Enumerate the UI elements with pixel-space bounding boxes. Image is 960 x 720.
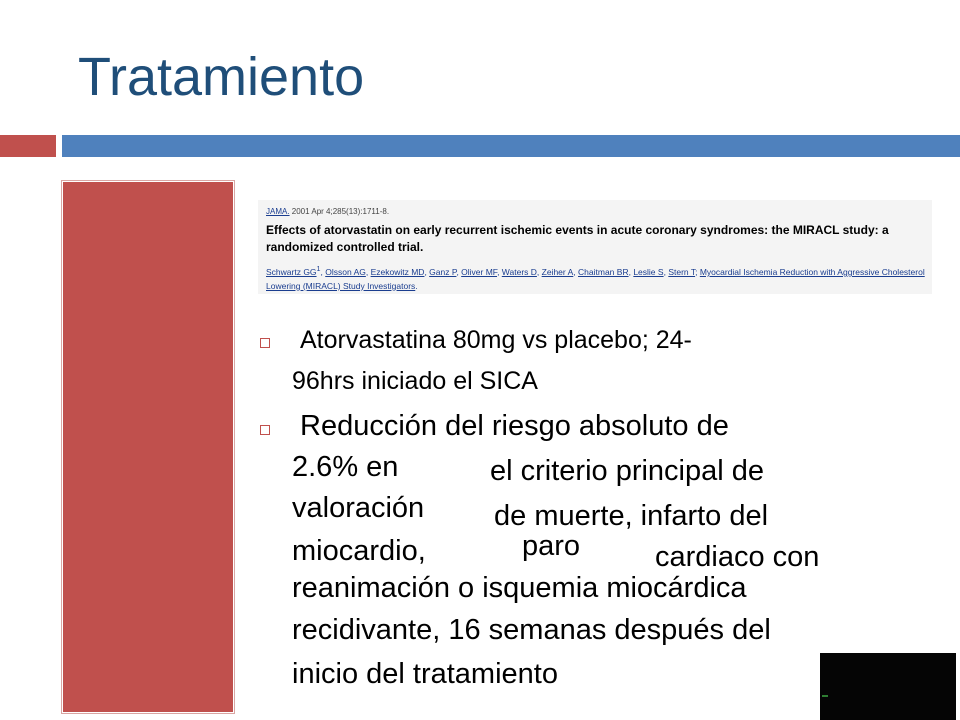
bullet-1-line-2: 96hrs iniciado el SICA bbox=[292, 367, 538, 395]
citation-source-detail: 2001 Apr 4;285(13):1711-8. bbox=[289, 207, 390, 216]
author-link[interactable]: Schwartz GG bbox=[266, 266, 317, 277]
citation-journal-link[interactable]: JAMA. bbox=[266, 207, 290, 216]
author-link[interactable]: Oliver MF bbox=[461, 266, 498, 277]
author-link[interactable]: Olsson AG bbox=[325, 266, 366, 277]
bullet-2-line-4: valoración bbox=[292, 492, 425, 524]
bullet-square-icon bbox=[260, 425, 270, 435]
title-accent-blue-bar bbox=[62, 135, 960, 157]
bullet-2-line-3: el criterio principal de bbox=[490, 455, 765, 487]
author-link[interactable]: Zeiher A bbox=[541, 266, 574, 277]
dark-corner-image bbox=[820, 653, 956, 720]
bullet-2-line-11: inicio del tratamiento bbox=[292, 658, 558, 690]
bullet-2-line-10: recidivante, 16 semanas después del bbox=[292, 614, 771, 646]
side-decor-panel bbox=[63, 182, 233, 712]
author-link[interactable]: Ezekowitz MD bbox=[370, 266, 425, 277]
citation-authors: Schwartz $GG^1$, Olsson AG, Ezekowitz MD, Ganz P, Oliver MF, Waters D, Zeiher A, Chaitman BR, Leslie S, Stern T; Myocardial Ischemia Reduction with Aggressive Cholesterol Lowering (MIRACL) Study Investigators. bbox=[266, 265, 925, 291]
bullet-2-line-2: 2.6% en bbox=[292, 451, 399, 483]
bullet-2-line-1: Reducción del riesgo absoluto de bbox=[300, 410, 729, 442]
author-link[interactable]: Waters D bbox=[501, 266, 537, 277]
bullet-2-line-5: de muerte, infarto del bbox=[494, 500, 769, 532]
citation-title: Effects of atorvastatin on early recurrent ischemic events in acute coronary syndromes: the MIRACL study: a randomized controlled trial. bbox=[266, 223, 889, 254]
bullet-1-line-1: Atorvastatina 80mg vs placebo; 24- bbox=[300, 326, 692, 354]
author-link[interactable]: Ganz P bbox=[429, 266, 457, 277]
citation-image bbox=[258, 200, 932, 294]
bullet-2-line-9: reanimación o isquemia miocárdica bbox=[292, 572, 747, 604]
bullet-2-line-7: paro bbox=[522, 530, 581, 562]
citation-source bbox=[266, 207, 389, 216]
author-superscript: 1 bbox=[316, 265, 321, 273]
author-link[interactable]: Chaitman BR bbox=[578, 266, 629, 277]
bullet-2-line-6: miocardio, bbox=[292, 535, 426, 567]
author-link[interactable]: Stern T bbox=[668, 266, 696, 277]
study-group-link[interactable]: Myocardial Ischemia Reduction with Aggressive Cholesterol Lowering (MIRACL) Study Investigators bbox=[266, 266, 925, 291]
bullet-2-line-8: cardiaco con bbox=[655, 541, 820, 573]
corner-mark bbox=[822, 695, 828, 697]
bullet-square-icon bbox=[260, 338, 270, 348]
author-link[interactable]: Leslie S bbox=[633, 266, 664, 277]
slide-title: Tratamiento bbox=[78, 47, 365, 107]
title-accent-red-bar bbox=[0, 135, 56, 157]
